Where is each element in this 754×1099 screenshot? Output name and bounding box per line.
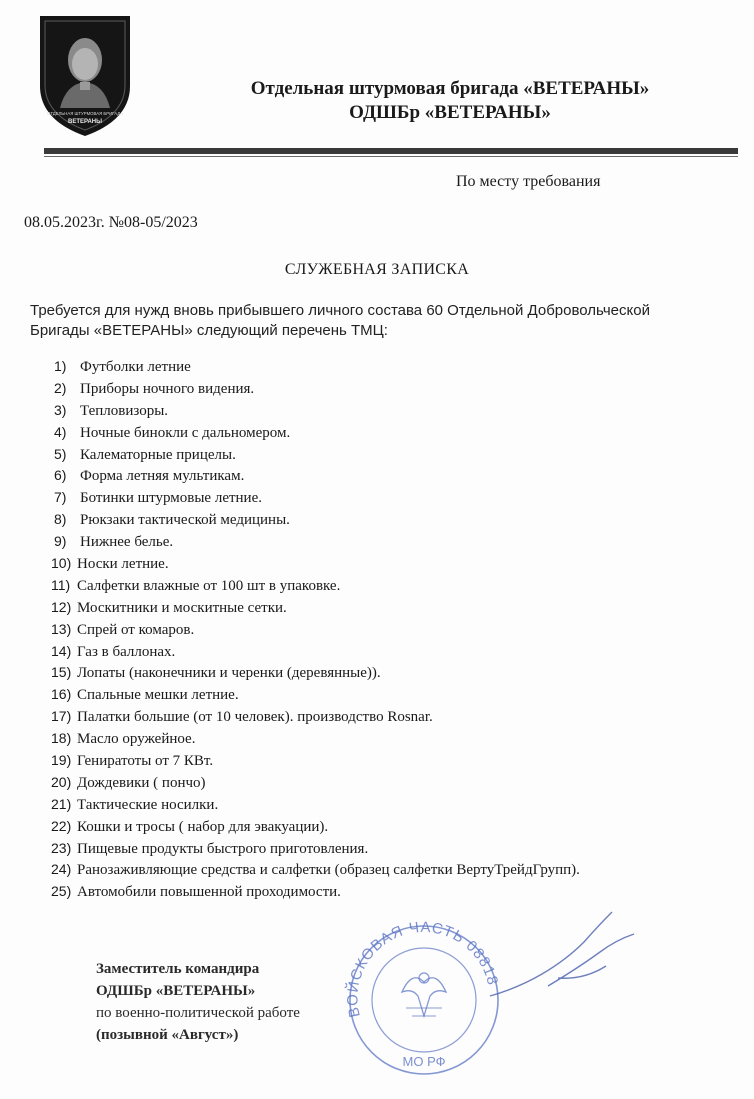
signatory-position: Заместитель командира <box>96 961 260 977</box>
stamp-bottom-text: МО РФ <box>402 1054 446 1069</box>
list-item-text: Форма летняя мультикам. <box>80 468 245 485</box>
items-list <box>51 356 580 903</box>
list-item-text: Ночные бинокли с дальномером. <box>80 424 291 441</box>
list-item <box>54 444 580 466</box>
list-item-text: Носки летние. <box>77 556 169 573</box>
addressee: По месту требования <box>456 173 601 190</box>
list-item <box>51 619 580 641</box>
list-item-number: 15) <box>51 664 72 681</box>
list-item <box>51 728 580 750</box>
official-stamp-seal <box>342 904 502 1076</box>
list-item-number: 3) <box>54 401 67 418</box>
list-item <box>54 487 580 509</box>
list-item-number: 20) <box>51 773 72 790</box>
list-item <box>51 641 580 663</box>
list-item-text: Дождевики ( пончо) <box>77 774 206 791</box>
list-item <box>54 465 580 487</box>
list-item-text: Кошки и тросы ( набор для эвакуации). <box>77 818 329 835</box>
list-item <box>51 772 580 794</box>
list-item-text: Спальные мешки летние. <box>77 687 239 704</box>
list-item <box>54 422 580 444</box>
signatory-role: по военно-политической работе <box>96 1005 300 1021</box>
list-item-number: 6) <box>54 467 67 484</box>
list-item-number: 14) <box>51 642 72 659</box>
list-item-number: 4) <box>54 423 67 440</box>
list-item-number: 18) <box>51 730 72 747</box>
logo-text-line2: ВЕТЕРАНЫ <box>67 119 103 125</box>
list-item-number: 8) <box>54 511 67 528</box>
list-item-number: 9) <box>54 533 67 550</box>
org-name-short: ОДШБр «ВЕТЕРАНЫ» <box>349 102 551 123</box>
list-item-text: Гениратоты от 7 КВт. <box>77 753 214 770</box>
list-item-text: Москитники и москитные сетки. <box>77 599 287 616</box>
list-item-number: 13) <box>51 620 72 637</box>
list-item-text: Ботинки штурмовые летние. <box>80 490 262 507</box>
list-item <box>51 706 580 728</box>
list-item-text: Спрей от комаров. <box>77 621 195 638</box>
list-item-number: 19) <box>51 752 72 769</box>
list-item-text: Ранозаживляющие средства и салфетки (образец салфетки ВертуТрейдГрупп). <box>77 862 580 879</box>
list-item <box>51 553 580 575</box>
list-item <box>51 881 580 903</box>
list-item <box>51 575 580 597</box>
list-item-number: 24) <box>51 861 72 878</box>
document-title: СЛУЖЕБНАЯ ЗАПИСКА <box>284 261 470 278</box>
list-item <box>51 838 580 860</box>
list-item-text: Рюкзаки тактической медицины. <box>80 512 290 529</box>
list-item <box>51 859 580 881</box>
list-item-number: 2) <box>54 379 67 396</box>
list-item-text: Салфетки влажные от 100 шт в упаковке. <box>77 577 341 594</box>
list-item <box>54 378 580 400</box>
official-stamp <box>342 904 502 1076</box>
list-item <box>54 400 580 422</box>
list-item-number: 22) <box>51 817 72 834</box>
brigade-logo <box>36 12 134 140</box>
signatory-callsign: (позывной «Август») <box>96 1027 239 1043</box>
list-item <box>51 816 580 838</box>
stamp-ring-text: ВОЙСКОВАЯ ЧАСТЬ 08818 <box>344 918 502 1019</box>
list-item-text: Тактические носилки. <box>77 796 219 813</box>
list-item-number: 7) <box>54 489 67 506</box>
list-item-number: 21) <box>51 795 72 812</box>
list-item <box>51 750 580 772</box>
list-item-number: 10) <box>51 555 72 572</box>
list-item <box>54 531 580 553</box>
brigade-logo-shield <box>36 12 134 140</box>
list-item <box>54 509 580 531</box>
list-item-text: Калематорные прицелы. <box>80 446 236 463</box>
list-item <box>51 597 580 619</box>
handwritten-signature <box>488 908 638 1008</box>
list-item <box>51 794 580 816</box>
header-divider <box>44 148 738 154</box>
list-item <box>51 684 580 706</box>
list-item-number: 16) <box>51 686 72 703</box>
list-item-text: Масло оружейное. <box>77 731 196 748</box>
list-item-text: Палатки большие (от 10 человек). производство Rosnar. <box>77 709 433 726</box>
intro-paragraph: Требуется для нужд вновь прибывшего личного состава 60 Отдельной Добровольческой Бригады «ВЕТЕРАНЫ» следующий перечень ТМЦ: <box>30 302 650 339</box>
date-number: 08.05.2023г. №08-05/2023 <box>24 214 198 231</box>
list-item-number: 12) <box>51 598 72 615</box>
org-name-full: Отдельная штурмовая бригада «ВЕТЕРАНЫ» <box>250 78 650 99</box>
list-item-number: 11) <box>51 576 71 593</box>
list-item <box>51 662 580 684</box>
header-divider-thin <box>44 156 738 157</box>
list-item-text: Пищевые продукты быстрого приготовления. <box>77 840 369 857</box>
list-item-text: Футболки летние <box>80 359 191 375</box>
svg-text:ВОЙСКОВАЯ ЧАСТЬ 08818 <box>344 919 502 1019</box>
list-item-number: 17) <box>51 708 72 725</box>
list-item-number: 25) <box>51 883 72 900</box>
signatory-unit: ОДШБр «ВЕТЕРАНЫ» <box>96 983 256 999</box>
list-item-number: 5) <box>54 445 67 462</box>
handwritten-signature-stroke <box>488 908 638 1008</box>
logo-text-line1: ОТДЕЛЬНАЯ ШТУРМОВАЯ БРИГАДА <box>46 111 124 116</box>
list-item-text: Газ в баллонах. <box>77 643 176 660</box>
list-item-text: Автомобили повышенной проходимости. <box>77 884 341 901</box>
list-item-text: Тепловизоры. <box>80 402 169 419</box>
list-item-text: Лопаты (наконечники и черенки (деревянные)). <box>77 665 381 682</box>
signature-block <box>96 958 300 1046</box>
list-item-number: 1) <box>54 358 67 374</box>
list-item-number: 23) <box>51 839 72 856</box>
list-item <box>54 356 580 378</box>
list-item-text: Нижнее белье. <box>80 534 174 551</box>
list-item-text: Приборы ночного видения. <box>80 380 255 397</box>
